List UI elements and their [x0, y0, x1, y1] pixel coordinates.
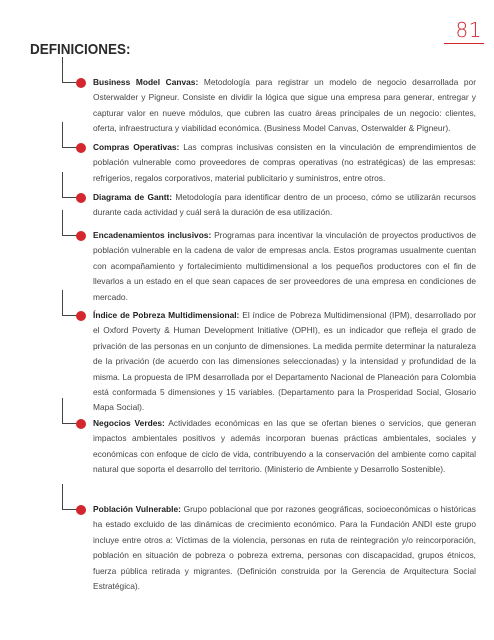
bracket-line [62, 210, 72, 236]
definition-term: Business Model Canvas: [93, 77, 199, 87]
definition-term: Compras Operativas: [93, 142, 180, 152]
page-title: DEFINICIONES: [30, 41, 131, 58]
bracket-line [62, 484, 72, 510]
definition-entry-negocios-verdes [62, 416, 476, 478]
definition-term: Encadenamientos inclusivos: [93, 230, 212, 240]
red-bullet-icon [76, 311, 86, 321]
definition-text [93, 502, 476, 594]
definition-text [93, 140, 476, 186]
definition-entry-poblacion-vulnerable [62, 502, 476, 594]
definition-text [93, 75, 476, 137]
red-bullet-icon [76, 231, 86, 241]
definition-body: Actividades económicas en las que se ofertan bienes o servicios, que generan impactos ambientales positivos y además incorporan buenas prácticas ambientales, sociales y económicas con enfoque de ciclo de vida, contribuyendo a la conservación del ambiente como capital natural que soporta el desarrollo del territorio. (Ministerio de Ambiente y Desarrollo Sostenible). [93, 418, 476, 475]
red-bullet-icon [76, 505, 86, 515]
definition-term: Índice de Pobreza Multidimensional: [93, 310, 240, 320]
definition-entry-indice-de-pobreza-multidimensional [62, 308, 476, 416]
definition-body: Metodología para registrar un modelo de negocio desarrollada por Osterwalder y Pigneur. Consiste en dividir la lógica que sigue una empresa para generar, entregar y capturar valor en nueve módulos, que cubren las cuatro áreas principales de un negocio: clientes, oferta, infraestructura y viabilidad económica. (Business Model Canvas, Osterwalder & Pigneur). [93, 77, 476, 134]
definition-entry-business-model-canvas [62, 75, 476, 137]
bracket-line [62, 290, 72, 316]
definition-text [93, 228, 476, 305]
definition-body: Metodología para identificar dentro de un proceso, cómo se utilizarán recursos durante cada actividad y cuál será la duración de esa utilización. [93, 192, 476, 218]
red-bullet-icon [76, 193, 86, 203]
definition-text [93, 308, 476, 416]
red-bullet-icon [76, 419, 86, 429]
definition-text [93, 416, 476, 478]
bracket-line [62, 57, 72, 83]
definition-entry-compras-operativas [62, 140, 476, 186]
definition-text [93, 190, 476, 221]
page-number: 81 [455, 18, 482, 42]
red-bullet-icon [76, 78, 86, 88]
definition-entry-encadenamientos-inclusivos [62, 228, 476, 305]
red-bullet-icon [76, 143, 86, 153]
definition-body: Programas para incentivar la vinculación de proyectos productivos de población vulnerable en la cadena de valor de empresas ancla. Estos programas usualmente cuentan con acompañamiento y fortalecimiento multidimensional a los pequeños productores con el fin de llevarlos a un estado en el que sean capaces de ser proveedores de una empresa en condiciones de mercado. [93, 230, 477, 302]
page-number-rule [444, 43, 484, 44]
definition-term: Población Vulnerable: [93, 504, 181, 514]
bracket-line [62, 122, 72, 148]
definition-entry-diagrama-de-gantt [62, 190, 476, 221]
definition-body: Grupo poblacional que por razones geográficas, socioeconómicas o históricas ha estado excluido de las dinámicas de crecimiento económico. Para la Fundación ANDI este grupo incluye entre otros a: Víctimas de la violencia, personas en ruta de reintegración y/o reincorporación, población en situación de pobreza o pobreza extrema, personas con discapacidad, grupos étnicos, fuerza pública retirada y migrantes. (Definición construida por la Gerencia de Arquitectura Social Estratégica). [93, 504, 476, 592]
bracket-line [62, 172, 72, 198]
definition-body: Las compras inclusivas consisten en la vinculación de emprendimientos de población vulnerable como proveedores de compras operativas (no estratégicas) de las empresas: refrigerios, regalos corporativos, material publicitario y suministros, entre otros. [93, 142, 476, 183]
definition-body: El índice de Pobreza Multidimensional (IPM), desarrollado por el Oxford Poverty & Human Development Initiative (OPHI), es un indicador que refleja el grado de privación de las personas en un conjunto de dimensiones. La medida permite determinar la naturaleza de la privación (de acuerdo con las dimensiones seleccionadas) y la intensidad y profundidad de la misma. La propuesta de IPM desarrollada por el Departamento Nacional de Planeación para Colombia está conformada 5 dimensiones y 15 variables. (Departamento para la Prosperidad Social, Glosario Mapa Social). [93, 310, 476, 413]
definition-term: Negocios Verdes: [93, 418, 165, 428]
bracket-line [62, 398, 72, 424]
definition-term: Diagrama de Gantt: [93, 192, 173, 202]
